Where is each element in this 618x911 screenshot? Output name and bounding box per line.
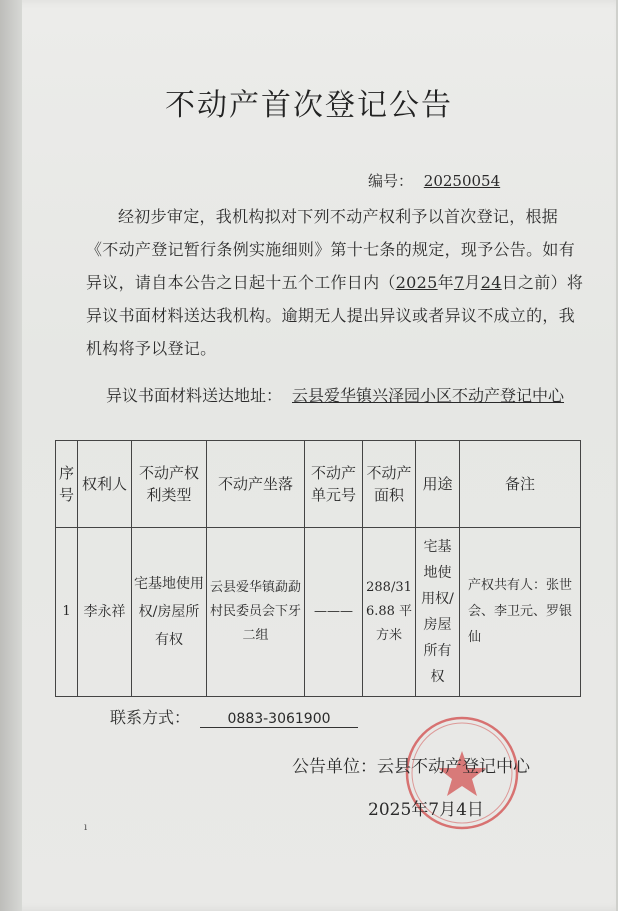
corner-mark: ı — [84, 822, 88, 833]
doc-number-value: 20250054 — [423, 172, 501, 190]
cell-right-type: 宅基地使用权/房屋所有权 — [132, 528, 207, 697]
contact-phone: 0883-3061900 — [200, 711, 358, 728]
registration-table — [55, 440, 581, 697]
notice-paragraph — [86, 200, 586, 365]
header-location: 不动产坐落 — [207, 441, 305, 528]
address-value: 云县爱华镇兴泽园小区不动产登记中心 — [292, 386, 565, 405]
issuer-value: 云县不动产登记中心 — [377, 757, 530, 777]
notice-year-unit: 年 — [437, 273, 454, 292]
cell-holder: 李永祥 — [78, 528, 132, 697]
cell-area: 288/316.88 平方米 — [363, 528, 416, 697]
header-remark: 备注 — [460, 441, 581, 528]
notice-text-2: 日之前）将异议书面材料送达我机构。逾期无人提出异议或者异议不成立的，我机构将予以登记。 — [86, 273, 584, 358]
objection-address — [106, 383, 564, 406]
page-edge-shadow — [0, 0, 22, 911]
notice-day: 24 — [480, 273, 502, 292]
header-usage: 用途 — [416, 441, 460, 528]
cell-location: 云县爱华镇勐勐村民委员会下牙二组 — [207, 528, 305, 697]
doc-number — [368, 170, 500, 191]
contact-info — [110, 705, 358, 728]
notice-text-1: 经初步审定，我机构拟对下列不动产权利予以首次登记，根据《不动产登记暂行条例实施细则》第十七条的规定，现予公告。如有异议，请自本公告之日起十五个工作日内（ — [86, 207, 576, 292]
cell-usage: 宅基地使用权/房屋所有权 — [416, 528, 460, 697]
table-row — [56, 528, 581, 697]
contact-label: 联系方式： — [110, 708, 191, 727]
header-holder: 权利人 — [78, 441, 132, 528]
issuer-label: 公告单位： — [292, 757, 377, 777]
table-header-row — [56, 441, 581, 528]
cell-remark: 产权共有人：张世会、李卫元、罗银仙 — [460, 528, 581, 697]
cell-unit-no: ——— — [305, 528, 363, 697]
issuer — [292, 752, 530, 777]
address-label: 异议书面材料送达地址： — [106, 386, 283, 405]
header-right-type: 不动产权利类型 — [132, 441, 207, 528]
doc-number-label: 编号： — [368, 172, 414, 190]
page-title: 不动产首次登记公告 — [165, 88, 453, 123]
header-unit-no: 不动产单元号 — [305, 441, 363, 528]
notice-month-unit: 月 — [464, 273, 481, 292]
header-seq: 序号 — [56, 441, 78, 528]
notice-month: 7 — [453, 273, 465, 292]
notice-year: 2025 — [395, 273, 438, 292]
cell-seq: 1 — [56, 528, 78, 697]
header-area: 不动产面积 — [363, 441, 416, 528]
issue-date: 2025年7月4日 — [368, 800, 484, 820]
